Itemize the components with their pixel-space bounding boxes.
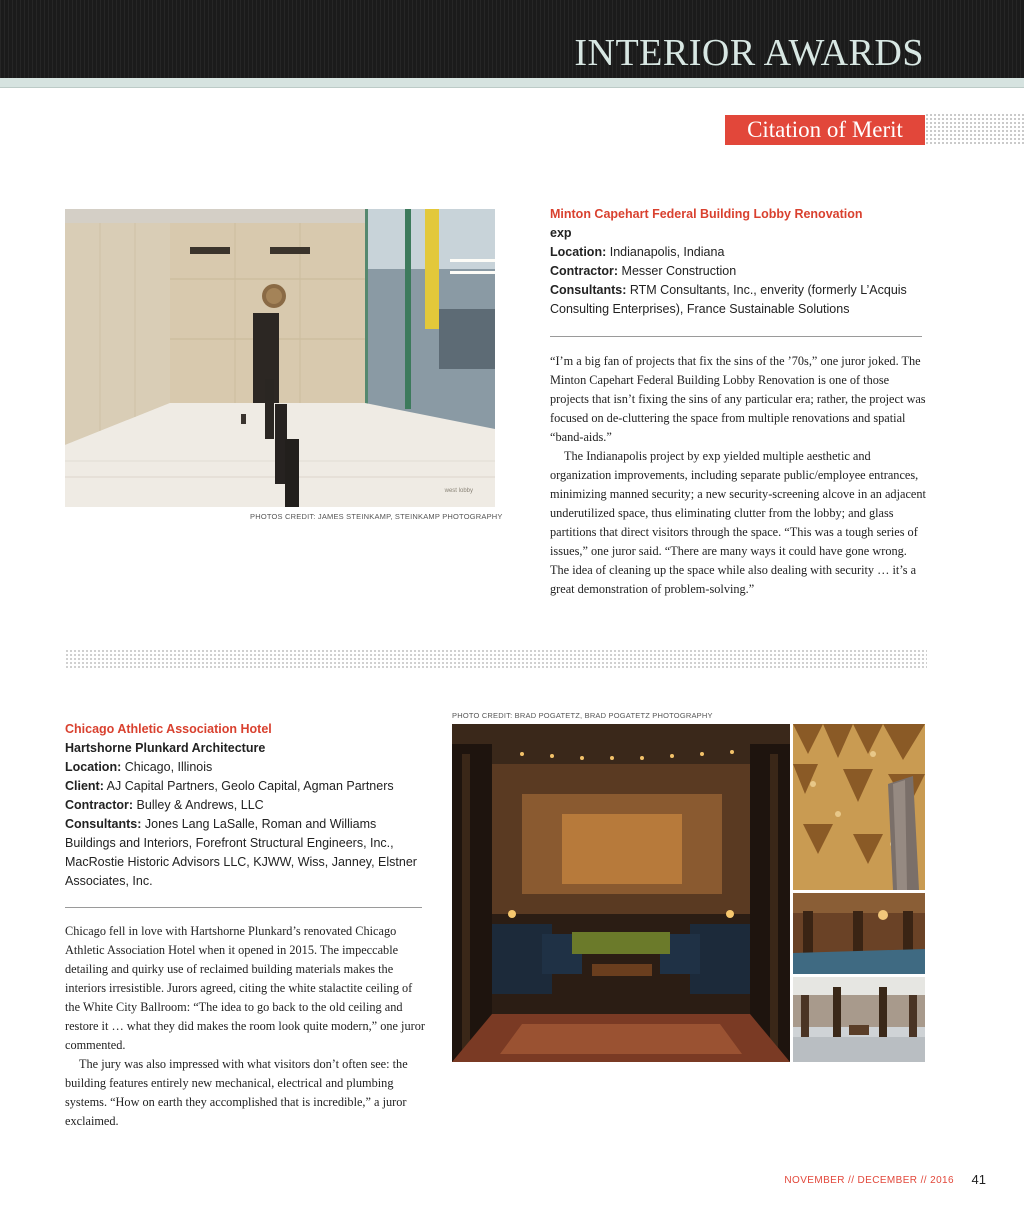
citation-dots (925, 113, 1024, 145)
project1-location: Location: Indianapolis, Indiana (550, 245, 725, 259)
project1-divider (550, 336, 922, 337)
project2-photo-credit: PHOTO CREDIT: BRAD POGATETZ, BRAD POGATETZ PHOTOGRAPHY (452, 711, 713, 720)
lobby-photo (65, 209, 495, 507)
project2-info (65, 720, 430, 891)
project2-divider (65, 907, 422, 908)
footer-issue: NOVEMBER // DECEMBER // 2016 (784, 1175, 954, 1186)
reading-room-photo (793, 977, 925, 1062)
project1-name: Minton Capehart Federal Building Lobby Renovation (550, 207, 863, 221)
section-title: INTERIOR AWARDS (574, 32, 924, 74)
section-divider-dots (65, 649, 927, 668)
project2-paragraph: Chicago fell in love with Hartshorne Plunkard’s renovated Chicago Athletic Association Hotel when it opened in 2015. The impeccable detailing and quirky use of reclaimed building materials makes the interiors irresistible. Jurors agreed, citing the white stalactite ceiling of the White City Ballroom: “The idea to go back to the old ceiling and restore it … what they did makes the room look quite modern,” one juror commented. (65, 924, 425, 1052)
lobby-photo-caption: west lobby (444, 488, 473, 494)
project1-contractor: Contractor: Messer Construction (550, 264, 737, 278)
project1-firm: exp (550, 226, 572, 240)
project1-consultants: Consultants: RTM Consultants, Inc., enverity (formerly L’Acquis Consulting Enterprises), France Sustainable Solutions (550, 283, 907, 316)
ballroom-ceiling-photo (793, 724, 925, 890)
project2-consultants: Consultants: Jones Lang LaSalle, Roman and Williams Buildings and Interiors, Forefront Structural Engineers, Inc., MacRostie Historic Advisors LLC, KJWW, Wiss, Janney, Elstner Associates, Inc. (65, 817, 417, 888)
project1-photo-credit: PHOTOS CREDIT: JAMES STEINKAMP, STEINKAMP PHOTOGRAPHY (250, 512, 503, 521)
project2-firm: Hartshorne Plunkard Architecture (65, 741, 266, 755)
project2-name: Chicago Athletic Association Hotel (65, 722, 272, 736)
page-number: 41 (971, 1172, 986, 1187)
hall-photo (793, 893, 925, 974)
project2-paragraph: The jury was also impressed with what visitors don’t often see: the building features entirely new mechanical, electrical and plumbing systems. “How on earth they accomplished that is incredible,” a juror exclaimed. (65, 1057, 408, 1128)
lounge-photo (452, 724, 790, 1062)
project2-location: Location: Chicago, Illinois (65, 760, 213, 774)
project1-paragraph: The Indianapolis project by exp yielded multiple aesthetic and organization improvements, including separate public/employee entrances, minimizing manned security; a new security-screening alcove in an adjacent underutilized space, thus eliminating clutter from the lobby; and glass partitions that direct visitors through the space. “This was a tough series of issues,” one juror said. “There are many ways it could have gone wrong. The idea of cleaning up the space while also dealing with security … it’s a great demonstration of problem-solving.” (550, 449, 926, 596)
header-rule (0, 78, 1024, 88)
project1-body (550, 352, 928, 599)
project2-contractor: Contractor: Bulley & Andrews, LLC (65, 798, 264, 812)
project1-info (550, 205, 930, 319)
project2-client: Client: AJ Capital Partners, Geolo Capital, Agman Partners (65, 779, 394, 793)
project2-body (65, 922, 429, 1131)
citation-badge: Citation of Merit (725, 115, 925, 145)
project1-paragraph: “I’m a big fan of projects that fix the sins of the ’70s,” one juror joked. The Minton Capehart Federal Building Lobby Renovation is one of those projects that isn’t fixing the sins of any particular era; rather, the project was focused on de-cluttering the space from multiple renovations and spatial “band-aids.” (550, 354, 926, 444)
